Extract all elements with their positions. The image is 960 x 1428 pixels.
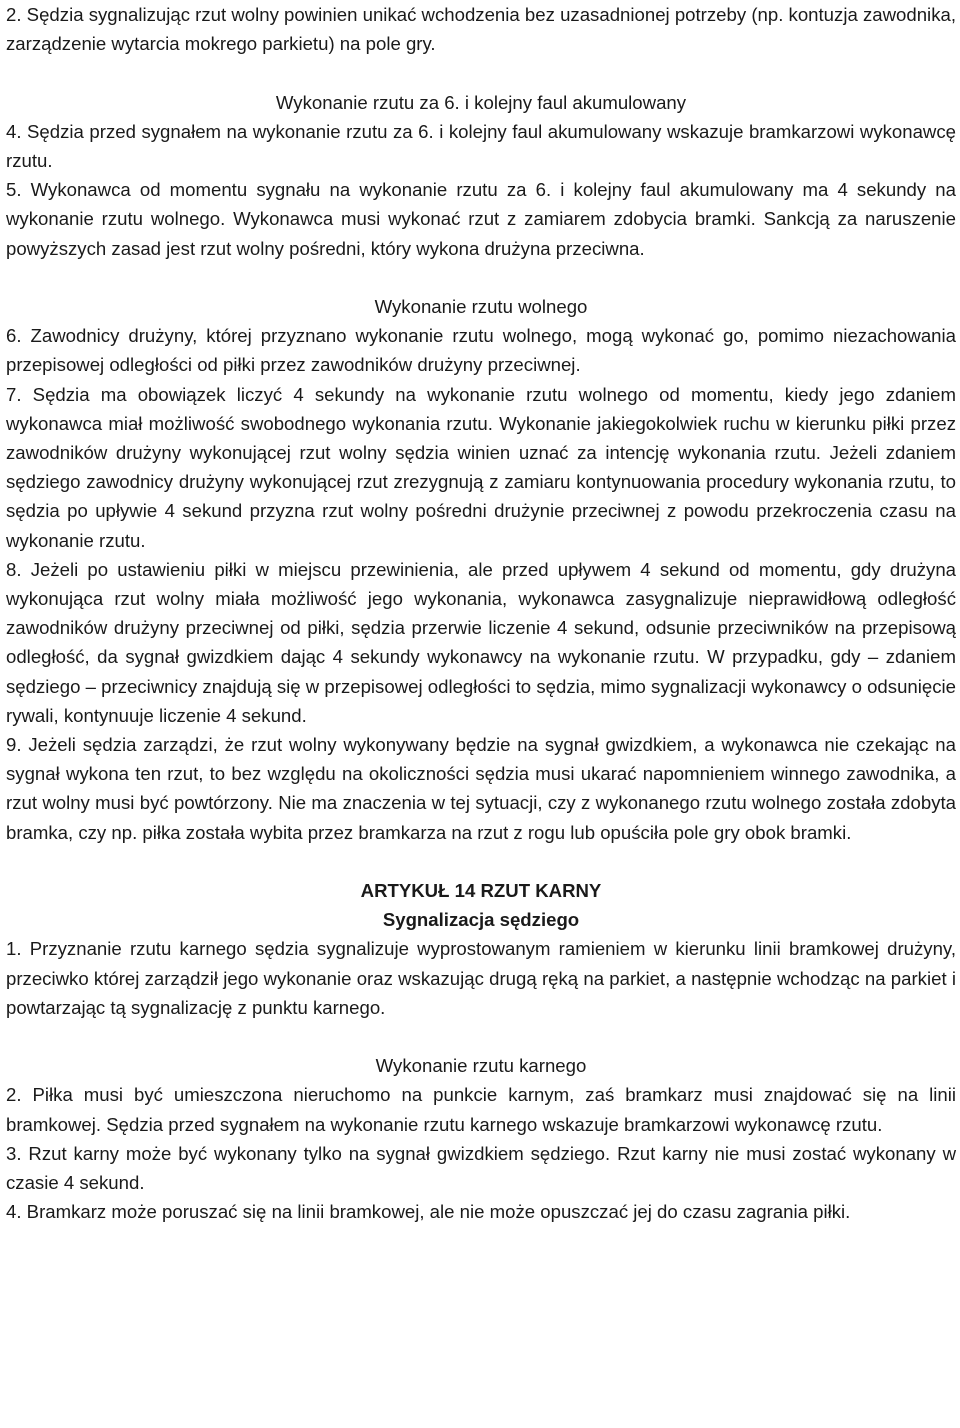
spacer: [6, 847, 956, 876]
paragraph-9: 9. Jeżeli sędzia zarządzi, że rzut wolny wykonywany będzie na sygnał gwizdkiem, a wykonawca nie czekając na sygnał wykona ten rzut, to bez względu na okoliczności sędzia musi ukarać napomnieniem winnego zawodnika, a rzut wolny musi być powtórzony. Nie ma znaczenia w tej sytuacji, czy z wykonanego rzutu wolnego została zdobyta bramka, czy np. piłka została wybita przez bramkarza na rzut z rogu lub opuściła pole gry obok bramki.: [6, 734, 956, 843]
document-page: [6, 0, 956, 1226]
spacer: [6, 263, 956, 292]
spacer: [6, 1022, 956, 1051]
section-heading-penalty-kick: Wykonanie rzutu karnego: [375, 1055, 587, 1077]
paragraph-4: 4. Sędzia przed sygnałem na wykonanie rzutu za 6. i kolejny faul akumulowany wskazuje bramkarzowi wykonawcę rzutu.: [6, 120, 956, 171]
paragraph-5: 5. Wykonawca od momentu sygnału na wykonanie rzutu za 6. i kolejny faul akumulowany ma 4 sekundy na wykonanie rzutu wolnego. Wykonawca musi wykonać rzut z zamiarem zdobycia bramki. Sankcją za naruszenie powyższych zasad jest rzut wolny pośredni, który wykona drużyna przeciwna.: [6, 179, 956, 259]
paragraph-1b: 1. Przyznanie rzutu karnego sędzia sygnalizuje wyprostowanym ramieniem w kierunku linii bramkowej drużyny, przeciwko której zarządził jego wykonanie oraz wskazując drugą ręką na parkiet, a następnie wchodząc na parkiet i powtarzając tą sygnalizację z punktu karnego.: [6, 938, 956, 1018]
section-heading-referee-signal: Sygnalizacja sędziego: [382, 909, 580, 931]
section-heading-free-kick: Wykonanie rzutu wolnego: [374, 296, 588, 317]
paragraph-6: 6. Zawodnicy drużyny, której przyznano wykonanie rzutu wolnego, mogą wykonać go, pomimo niezachowania przepisowej odległości od piłki przez zawodników drużyny przeciwnej.: [6, 325, 956, 376]
paragraph-2b: 2. Piłka musi być umieszczona nieruchomo na punkcie karnym, zaś bramkarz musi znajdować się na linii bramkowej. Sędzia przed sygnałem na wykonanie rzutu karnego wskazuje bramkarzowi wykonawcę rzutu.: [6, 1084, 956, 1135]
paragraph-8: 8. Jeżeli po ustawieniu piłki w miejscu przewinienia, ale przed upływem 4 sekund od momentu, gdy drużyna wykonująca rzut wolny miała możliwość jego wykonania, wykonawca zasygnalizuje nieprawidłową odległość zawodników drużyny przeciwnej od piłki, sędzia przerwie liczenie 4 sekund, odsunie przeciwników na przepisową odległość, da sygnał gwizdkiem dając 4 sekundy wykonawcy na wykonanie rzutu. W przypadku, gdy – zdaniem sędziego – przeciwnicy znajdują się w przepisowej odległości to sędzia, mimo sygnalizacji wykonawcy o odsunięcie rywali, kontynuuje liczenie 4 sekund.: [6, 558, 956, 726]
article-title: ARTYKUŁ 14 RZUT KARNY: [360, 880, 602, 902]
paragraph-3b: 3. Rzut karny może być wykonany tylko na sygnał gwizdkiem sędziego. Rzut karny nie musi zostać wykonany w czasie 4 sekund.: [6, 1142, 956, 1194]
spacer: [6, 58, 956, 87]
section-heading-accumulated-foul: Wykonanie rzutu za 6. i kolejny faul akumulowany: [275, 91, 687, 113]
paragraph-2: 2. Sędzia sygnalizując rzut wolny powinien unikać wchodzenia bez uzasadnionej potrzeby (np. kontuzja zawodnika, zarządzenie wytarcia mokrego parkietu) na pole gry.: [6, 4, 956, 55]
paragraph-4b: 4. Bramkarz może poruszać się na linii bramkowej, ale nie może opuszczać jej do czasu zagrania piłki.: [6, 1201, 851, 1223]
paragraph-7: 7. Sędzia ma obowiązek liczyć 4 sekundy na wykonanie rzutu wolnego od momentu, kiedy jego zdaniem wykonawca miał możliwość swobodnego wykonania rzutu. Wykonanie jakiegokolwiek ruchu w kierunku piłki przez zawodników drużyny wykonującej rzut wolny sędzia winien uznać za intencję wykonania rzutu. Jeżeli zdaniem sędziego zawodnicy drużyny wykonującej rzut zrezygnują z zamiaru kontynuowania procedury wykonania rzutu, to sędzia po upływie 4 sekund przyzna rzut wolny pośredni drużynie przeciwnej z powodu przekroczenia czasu na wykonanie rzutu.: [6, 383, 956, 551]
